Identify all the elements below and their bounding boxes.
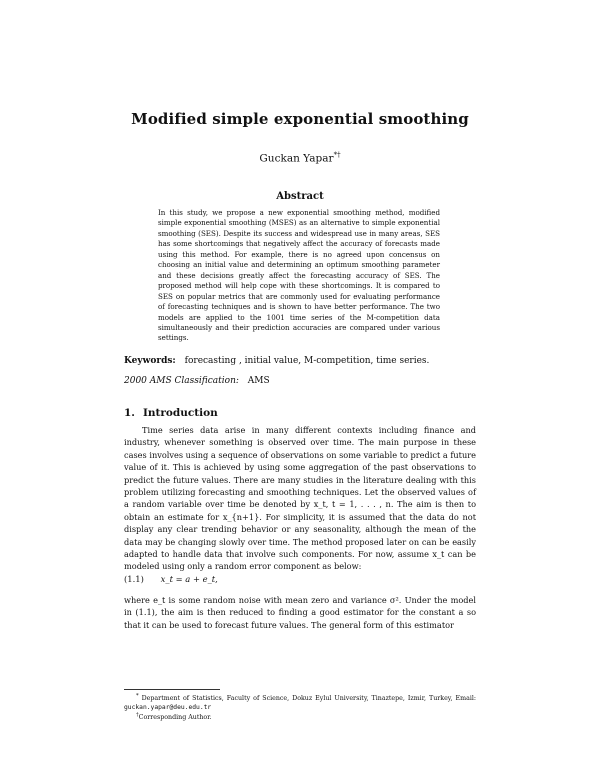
section-heading <box>124 407 218 419</box>
author-marks: *† <box>333 151 341 159</box>
intro-paragraph-1: Time series data arise in many different contexts including finance and industry, whenever something is observed over time. The main purpose in these cases involves using a sequence of observations on some variable to predict a future value of it. This is achieved by using some aggregation of the past observations to predict the future values. There are many studies in the literature dealing with this problem utilizing forecasting and smoothing techniques. Let the observed values of a random variable over time be denoted by x_t, t = 1, . . . , n. The aim is then to obtain an estimate for x_{n+1}. For simplicity, it is assumed that the data do not display any clear trending behavior or any seasonality, although the mean of the data may be changing slowly over time. The method proposed later on can be easily adapted to handle data that involve such components. For now, assume x_t can be modeled using only a random error component as below: <box>124 425 476 572</box>
footnote2-text: Corresponding Author. <box>138 714 212 722</box>
keywords-line <box>124 356 484 366</box>
abstract-heading: Abstract <box>276 191 324 202</box>
footnote-corresponding <box>124 711 476 722</box>
author-email-link[interactable]: guckan.yapar@deu.edu.tr <box>124 704 212 712</box>
section-title: Introduction <box>142 407 218 419</box>
author-line <box>0 151 600 165</box>
equation-number: (1.1) <box>124 574 144 584</box>
keywords-label: Keywords: <box>124 356 176 366</box>
section-number: 1. <box>124 407 135 419</box>
footnote-affiliation <box>124 692 476 713</box>
footnote2-mark: † <box>136 712 139 718</box>
intro-paragraph-2: where e_t is some random noise with mean zero and variance σ². Under the model in (1.1), the aim is then reduced to finding a good estimator for the constant a so that it can be used to forecast future values. The general form of this estimator <box>124 595 476 630</box>
ams-label: 2000 AMS Classification: <box>124 376 239 386</box>
footnote1-mark: * <box>136 693 139 699</box>
keywords-text: forecasting , initial value, M-competition, time series. <box>184 356 430 366</box>
paper-title: Modified simple exponential smoothing <box>131 110 469 128</box>
ams-value: AMS <box>247 376 270 386</box>
footnote-rule <box>124 689 220 690</box>
equation-body: x_t = a + e_t, <box>160 574 218 584</box>
ams-classification-line <box>124 376 484 386</box>
abstract-text: In this study, we propose a new exponential smoothing method, modified simple exponential smoothing (MSES) as an alternative to simple exponential smoothing (SES). Despite its success and widespread use in many areas, SES has some shortcomings that negatively affect the accuracy of forecasts made using this method. For example, there is no agreed upon concensus on choosing an initial value and determining an optimum smoothing parameter and these decisions greatly affect the forecasting accuracy of SES. The proposed method will help cope with these shortcomings. It is compared to SES on popular metrics that are commonly used for evaluating performance of forecasting techniques and is shown to have better performance. The two models are applied to the 1001 time series of the M-competition data simultaneously and their prediction accuracies are compared under various settings. <box>158 208 440 343</box>
footnote1-text: Department of Statistics, Faculty of Science, Dokuz Eylul University, Tinaztepe, Izmir, Turkey, Email: <box>141 695 476 703</box>
author-name: Guckan Yapar <box>259 152 334 165</box>
equation-1-1 <box>124 574 218 584</box>
